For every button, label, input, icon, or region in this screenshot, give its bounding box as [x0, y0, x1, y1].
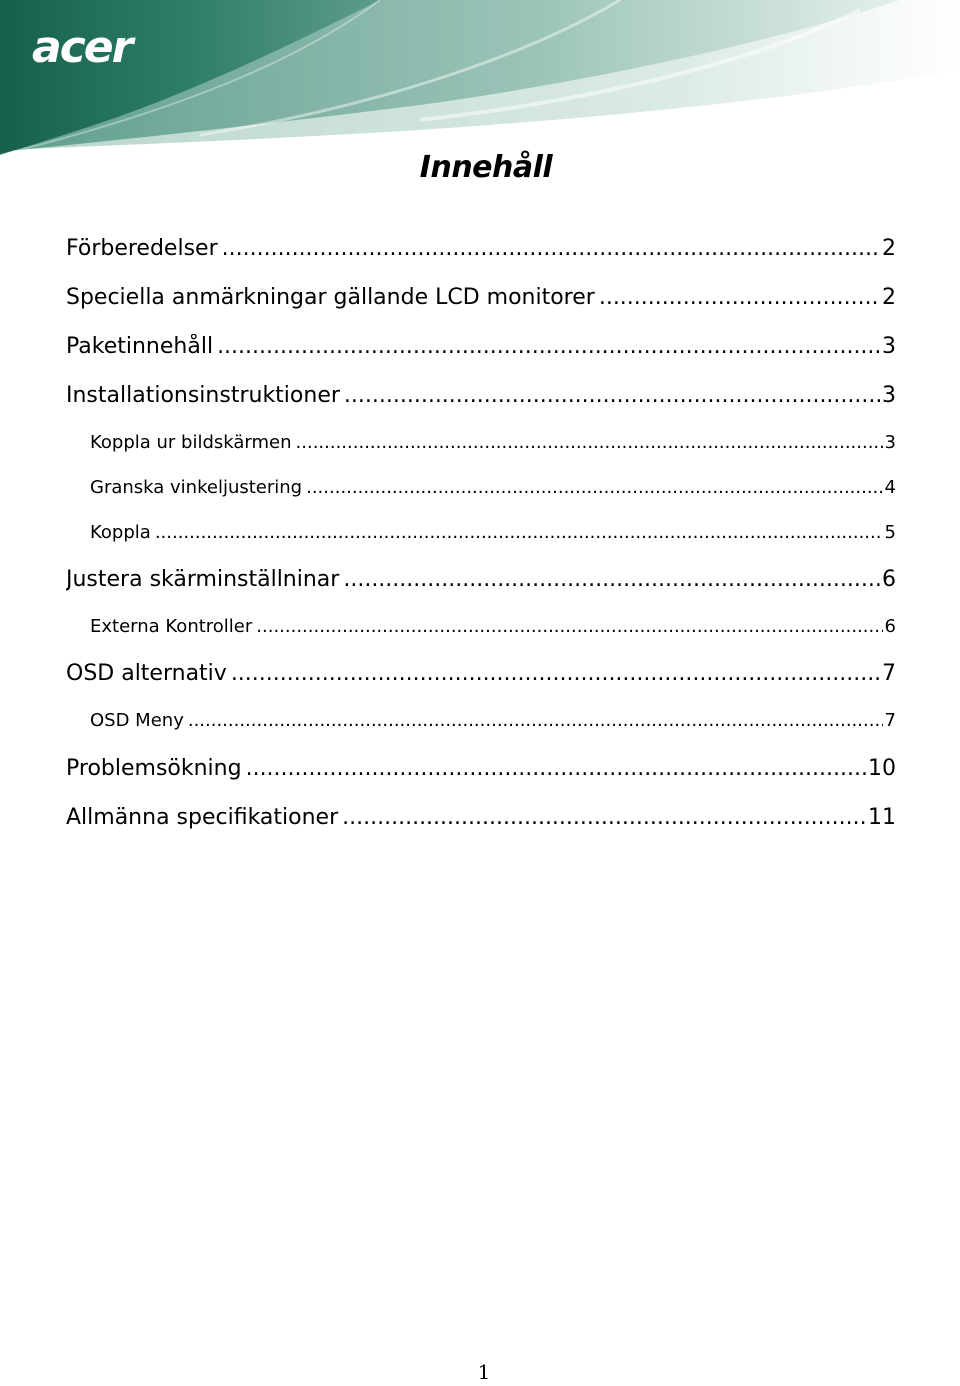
toc-entry-page: 2: [882, 236, 896, 261]
toc-entry-page: 6: [882, 567, 896, 592]
banner-swoosh-graphic: [0, 0, 960, 160]
toc-entry-page: 3: [882, 383, 896, 408]
toc-entry-page: 10: [868, 756, 896, 781]
toc-dot-leader: [306, 477, 882, 498]
toc-dot-leader: [342, 805, 866, 830]
toc-entry[interactable]: [90, 522, 896, 543]
toc-entry-label: Paketinnehåll: [66, 334, 214, 359]
toc-entry-page: 7: [882, 661, 896, 686]
acer-logo: acer: [32, 22, 132, 73]
toc-dot-leader: [222, 236, 880, 261]
toc-dot-leader: [155, 522, 883, 543]
toc-entry-label: Justera skärminställninar: [66, 567, 340, 592]
toc-entry-label: Förberedelser: [66, 236, 218, 261]
toc-entry-label: Koppla ur bildskärmen: [90, 432, 292, 453]
toc-entry[interactable]: [66, 805, 896, 830]
toc-entry[interactable]: [66, 285, 896, 310]
header-banner: [0, 0, 960, 160]
toc-entry-page: 7: [884, 710, 896, 731]
toc-entry-label: Granska vinkeljustering: [90, 477, 303, 498]
toc-entry[interactable]: [66, 756, 896, 781]
toc-dot-leader: [246, 756, 866, 781]
toc-entry[interactable]: [66, 383, 896, 408]
toc-entry-page: 4: [884, 477, 896, 498]
toc-entry-label: Externa Kontroller: [90, 616, 253, 637]
toc-entry-label: Koppla: [90, 522, 151, 543]
toc-entry[interactable]: [66, 661, 896, 686]
toc-entry[interactable]: [66, 334, 896, 359]
toc-entry-page: 3: [884, 432, 896, 453]
page-number: 1: [477, 1360, 491, 1384]
toc-entry[interactable]: [66, 236, 896, 261]
toc-entry-page: 3: [882, 334, 896, 359]
toc-dot-leader: [217, 334, 880, 359]
toc-entry-page: 6: [884, 616, 896, 637]
page-title: Innehåll: [419, 150, 553, 185]
toc-entry-label: OSD alternativ: [66, 661, 227, 686]
toc-entry[interactable]: [90, 477, 896, 498]
toc-entry-label: Problemsökning: [66, 756, 242, 781]
toc-dot-leader: [343, 567, 880, 592]
toc-entry-page: 5: [884, 522, 896, 543]
toc-entry-page: 11: [868, 805, 896, 830]
toc-entry[interactable]: [90, 616, 896, 637]
toc-dot-leader: [188, 710, 883, 731]
toc-entry-label: OSD Meny: [90, 710, 184, 731]
toc-dot-leader: [256, 616, 882, 637]
toc-entry-label: Allmänna specifikationer: [66, 805, 339, 830]
toc-dot-leader: [344, 383, 880, 408]
toc-dot-leader: [231, 661, 880, 686]
toc-dot-leader: [599, 285, 880, 310]
toc-entry[interactable]: [66, 567, 896, 592]
toc-entry-label: Installationsinstruktioner: [66, 383, 340, 408]
toc-entry-label: Speciella anmärkningar gällande LCD monitorer: [66, 285, 595, 310]
toc-dot-leader: [296, 432, 883, 453]
toc-entry-page: 2: [882, 285, 896, 310]
toc-entry[interactable]: [90, 432, 896, 453]
toc-entry[interactable]: [90, 710, 896, 731]
